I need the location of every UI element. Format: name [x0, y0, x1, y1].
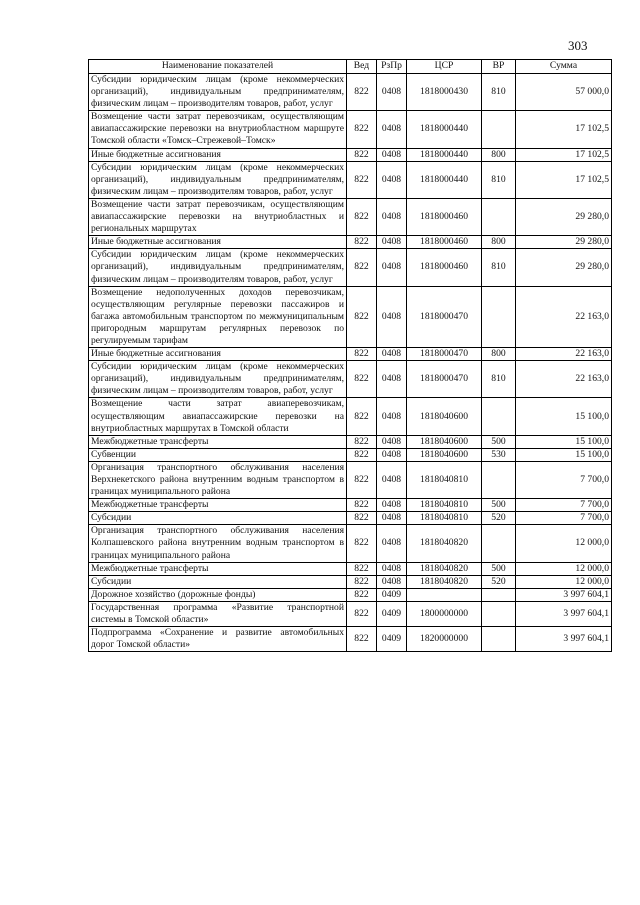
cell-vr: 810 [482, 249, 516, 286]
cell-vr: 810 [482, 161, 516, 198]
cell-name: Иные бюджетные ассигнования [89, 236, 347, 249]
cell-vr: 520 [482, 512, 516, 525]
cell-rzpr: 0409 [377, 601, 407, 626]
table-row [89, 198, 612, 235]
header-name: Наименование показателей [89, 60, 347, 74]
cell-csr: 1818000470 [407, 348, 482, 361]
table-row [89, 562, 612, 575]
cell-ved: 822 [347, 74, 377, 111]
cell-name: Подпрограмма «Сохранение и развитие автомобильных дорог Томской области» [89, 627, 347, 652]
cell-sum: 3 997 604,1 [516, 601, 612, 626]
cell-rzpr: 0409 [377, 588, 407, 601]
cell-ved: 822 [347, 461, 377, 498]
cell-csr: 1818000470 [407, 361, 482, 398]
cell-csr: 1818040810 [407, 512, 482, 525]
table-header-row [89, 60, 612, 74]
cell-csr: 1820000000 [407, 627, 482, 652]
cell-sum: 12 000,0 [516, 575, 612, 588]
cell-csr: 1800000000 [407, 601, 482, 626]
cell-vr: 500 [482, 499, 516, 512]
cell-rzpr: 0408 [377, 499, 407, 512]
cell-ved: 822 [347, 161, 377, 198]
page-number: 303 [568, 38, 588, 53]
cell-sum: 12 000,0 [516, 525, 612, 562]
cell-ved: 822 [347, 236, 377, 249]
cell-rzpr: 0408 [377, 161, 407, 198]
cell-csr: 1818040600 [407, 398, 482, 435]
cell-sum: 29 280,0 [516, 249, 612, 286]
cell-vr: 520 [482, 575, 516, 588]
table-row [89, 525, 612, 562]
cell-csr: 1818000460 [407, 249, 482, 286]
cell-csr: 1818000470 [407, 286, 482, 347]
cell-vr: 810 [482, 361, 516, 398]
cell-vr [482, 627, 516, 652]
header-csr: ЦСР [407, 60, 482, 74]
cell-csr: 1818040820 [407, 525, 482, 562]
cell-ved: 822 [347, 398, 377, 435]
table-row [89, 348, 612, 361]
cell-ved: 822 [347, 575, 377, 588]
cell-vr [482, 461, 516, 498]
table-body [89, 74, 612, 652]
cell-csr: 1818040600 [407, 448, 482, 461]
header-sum: Сумма [516, 60, 612, 74]
cell-vr: 800 [482, 148, 516, 161]
table-row [89, 512, 612, 525]
table-row [89, 249, 612, 286]
cell-csr: 1818000460 [407, 236, 482, 249]
cell-csr: 1818000440 [407, 161, 482, 198]
cell-vr: 800 [482, 348, 516, 361]
cell-csr [407, 588, 482, 601]
table-row [89, 588, 612, 601]
cell-sum: 57 000,0 [516, 74, 612, 111]
cell-ved: 822 [347, 361, 377, 398]
cell-ved: 822 [347, 198, 377, 235]
cell-rzpr: 0408 [377, 398, 407, 435]
cell-vr: 500 [482, 435, 516, 448]
cell-name: Субсидии юридическим лицам (кроме некоммерческих организаций), индивидуальным предпринимателям, физическим лицам – производителям товаров, работ, услуг [89, 361, 347, 398]
cell-name: Субсидии юридическим лицам (кроме некоммерческих организаций), индивидуальным предпринимателям, физическим лицам – производителям товаров, работ, услуг [89, 74, 347, 111]
cell-ved: 822 [347, 448, 377, 461]
cell-csr: 1818040600 [407, 435, 482, 448]
table-row [89, 499, 612, 512]
cell-ved: 822 [347, 499, 377, 512]
cell-sum: 17 102,5 [516, 111, 612, 148]
table-row [89, 361, 612, 398]
cell-csr: 1818040810 [407, 499, 482, 512]
cell-rzpr: 0408 [377, 249, 407, 286]
cell-ved: 822 [347, 525, 377, 562]
cell-name: Межбюджетные трансферты [89, 435, 347, 448]
cell-name: Межбюджетные трансферты [89, 499, 347, 512]
cell-vr [482, 111, 516, 148]
cell-csr: 1818000440 [407, 111, 482, 148]
cell-rzpr: 0408 [377, 435, 407, 448]
cell-name: Организация транспортного обслуживания населения Колпашевского района внутренним водным транспортом в границах муниципального района [89, 525, 347, 562]
cell-sum: 15 100,0 [516, 435, 612, 448]
table-row [89, 236, 612, 249]
header-rzpr: РзПр [377, 60, 407, 74]
cell-sum: 22 163,0 [516, 348, 612, 361]
cell-vr [482, 198, 516, 235]
cell-ved: 822 [347, 601, 377, 626]
table-row [89, 461, 612, 498]
cell-rzpr: 0408 [377, 236, 407, 249]
cell-sum: 15 100,0 [516, 448, 612, 461]
table-row [89, 286, 612, 347]
cell-sum: 12 000,0 [516, 562, 612, 575]
cell-sum: 3 997 604,1 [516, 627, 612, 652]
cell-rzpr: 0408 [377, 575, 407, 588]
cell-csr: 1818000440 [407, 148, 482, 161]
cell-csr: 1818040820 [407, 575, 482, 588]
cell-rzpr: 0409 [377, 627, 407, 652]
cell-rzpr: 0408 [377, 198, 407, 235]
cell-sum: 29 280,0 [516, 236, 612, 249]
table-row [89, 161, 612, 198]
cell-sum: 3 997 604,1 [516, 588, 612, 601]
cell-vr [482, 286, 516, 347]
cell-rzpr: 0408 [377, 148, 407, 161]
table-row [89, 74, 612, 111]
cell-ved: 822 [347, 348, 377, 361]
cell-name: Возмещение недополученных доходов перевозчикам, осуществляющим регулярные перевозки пассажиров и багажа автомобильным транспортом по межмуниципальным пригородным маршрутам регулярных перевозок по регулируемым тарифам [89, 286, 347, 347]
cell-csr: 1818040820 [407, 562, 482, 575]
cell-sum: 22 163,0 [516, 286, 612, 347]
cell-csr: 1818000460 [407, 198, 482, 235]
cell-csr: 1818000430 [407, 74, 482, 111]
table-row [89, 398, 612, 435]
cell-name: Дорожное хозяйство (дорожные фонды) [89, 588, 347, 601]
cell-vr [482, 588, 516, 601]
cell-sum: 7 700,0 [516, 461, 612, 498]
cell-ved: 822 [347, 562, 377, 575]
cell-sum: 15 100,0 [516, 398, 612, 435]
cell-ved: 822 [347, 588, 377, 601]
header-vr: ВР [482, 60, 516, 74]
cell-vr: 800 [482, 236, 516, 249]
cell-rzpr: 0408 [377, 512, 407, 525]
cell-csr: 1818040810 [407, 461, 482, 498]
table-row [89, 148, 612, 161]
cell-name: Организация транспортного обслуживания населения Верхнекетского района внутренним водным транспортом в границах муниципального района [89, 461, 347, 498]
table-row [89, 435, 612, 448]
cell-rzpr: 0408 [377, 562, 407, 575]
cell-ved: 822 [347, 111, 377, 148]
cell-sum: 7 700,0 [516, 512, 612, 525]
table-row [89, 111, 612, 148]
table-row [89, 601, 612, 626]
cell-name: Иные бюджетные ассигнования [89, 148, 347, 161]
cell-name: Возмещение части затрат перевозчикам, осуществляющим авиапассажирские перевозки на внутриобластных и региональных маршрутах [89, 198, 347, 235]
cell-ved: 822 [347, 435, 377, 448]
cell-ved: 822 [347, 286, 377, 347]
budget-table [88, 59, 612, 652]
cell-sum: 17 102,5 [516, 148, 612, 161]
cell-vr: 810 [482, 74, 516, 111]
cell-name: Государственная программа «Развитие транспортной системы в Томской области» [89, 601, 347, 626]
cell-name: Возмещение части затрат перевозчикам, осуществляющим авиапассажирские перевозки на внутриобластном маршруте Томской области «Томск–Стрежевой–Томск» [89, 111, 347, 148]
cell-vr [482, 601, 516, 626]
cell-name: Иные бюджетные ассигнования [89, 348, 347, 361]
cell-rzpr: 0408 [377, 286, 407, 347]
cell-rzpr: 0408 [377, 461, 407, 498]
cell-rzpr: 0408 [377, 348, 407, 361]
cell-name: Межбюджетные трансферты [89, 562, 347, 575]
table-row [89, 627, 612, 652]
table-row [89, 575, 612, 588]
cell-sum: 7 700,0 [516, 499, 612, 512]
table-row [89, 448, 612, 461]
cell-vr [482, 398, 516, 435]
cell-sum: 29 280,0 [516, 198, 612, 235]
cell-rzpr: 0408 [377, 361, 407, 398]
header-ved: Вед [347, 60, 377, 74]
cell-ved: 822 [347, 512, 377, 525]
cell-vr: 500 [482, 562, 516, 575]
cell-name: Субсидии юридическим лицам (кроме некоммерческих организаций), индивидуальным предпринимателям, физическим лицам – производителям товаров, работ, услуг [89, 161, 347, 198]
cell-rzpr: 0408 [377, 525, 407, 562]
cell-sum: 22 163,0 [516, 361, 612, 398]
cell-rzpr: 0408 [377, 448, 407, 461]
cell-ved: 822 [347, 148, 377, 161]
cell-vr [482, 525, 516, 562]
cell-name: Субсидии [89, 575, 347, 588]
cell-ved: 822 [347, 627, 377, 652]
cell-name: Возмещение части затрат авиаперевозчикам, осуществляющим авиапассажирские перевозки на внутриобластных маршрутах в Томской области [89, 398, 347, 435]
cell-name: Субвенции [89, 448, 347, 461]
cell-ved: 822 [347, 249, 377, 286]
cell-sum: 17 102,5 [516, 161, 612, 198]
cell-rzpr: 0408 [377, 74, 407, 111]
cell-name: Субсидии [89, 512, 347, 525]
cell-rzpr: 0408 [377, 111, 407, 148]
cell-vr: 530 [482, 448, 516, 461]
cell-name: Субсидии юридическим лицам (кроме некоммерческих организаций), индивидуальным предпринимателям, физическим лицам – производителям товаров, работ, услуг [89, 249, 347, 286]
